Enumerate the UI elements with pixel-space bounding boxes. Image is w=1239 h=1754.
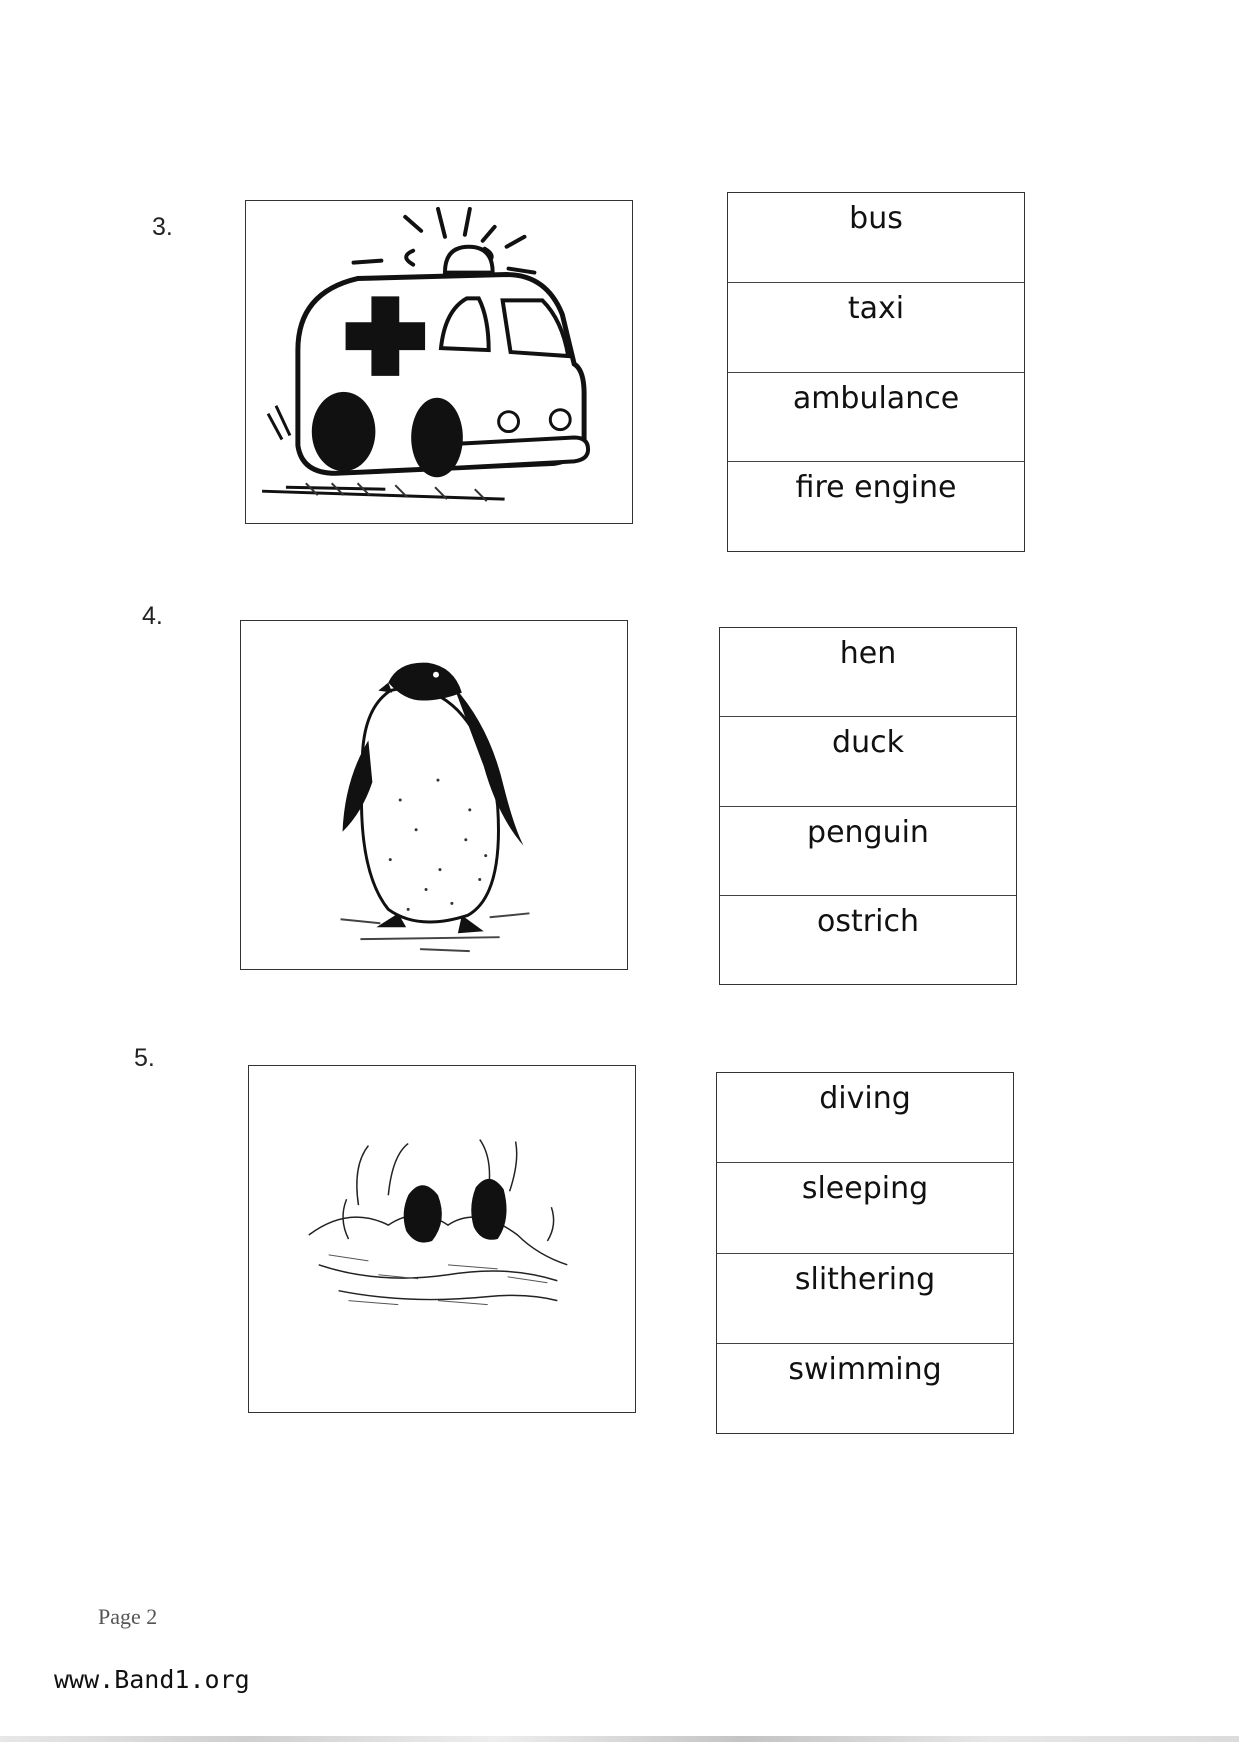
choice-fire-engine[interactable]: fire engine (795, 470, 957, 506)
choice-ambulance[interactable]: ambulance (728, 373, 1024, 463)
choice-duck[interactable]: duck (720, 717, 1016, 806)
page-label: Page 2 (98, 1604, 158, 1629)
choice-penguin[interactable]: penguin (720, 807, 1016, 896)
choice-slithering[interactable]: slithering (717, 1254, 1013, 1344)
answer-choices (719, 627, 1017, 985)
choice-hen[interactable]: hen (720, 628, 1016, 717)
question-number: 4. (142, 602, 163, 630)
swimming-penguins-icon (249, 1066, 635, 1412)
answer-choices (716, 1072, 1014, 1434)
ambulance-icon (246, 201, 632, 523)
site-url: www.Band1.org (54, 1665, 250, 1694)
choice-taxi[interactable]: taxi (728, 283, 1024, 373)
answer-choices (727, 192, 1025, 552)
choice-swimming[interactable]: swimming (788, 1351, 942, 1387)
penguin-icon (241, 621, 627, 969)
choice-ostrich[interactable]: ostrich (817, 903, 919, 939)
penguin-picture (240, 620, 628, 970)
choice-bus[interactable]: bus (728, 193, 1024, 283)
scan-edge (0, 1736, 1239, 1742)
ambulance-picture (245, 200, 633, 524)
choice-diving[interactable]: diving (717, 1073, 1013, 1163)
question-number: 5. (134, 1044, 155, 1072)
choice-sleeping[interactable]: sleeping (717, 1163, 1013, 1253)
question-number: 3. (152, 213, 173, 241)
swimming-penguins-picture (248, 1065, 636, 1413)
